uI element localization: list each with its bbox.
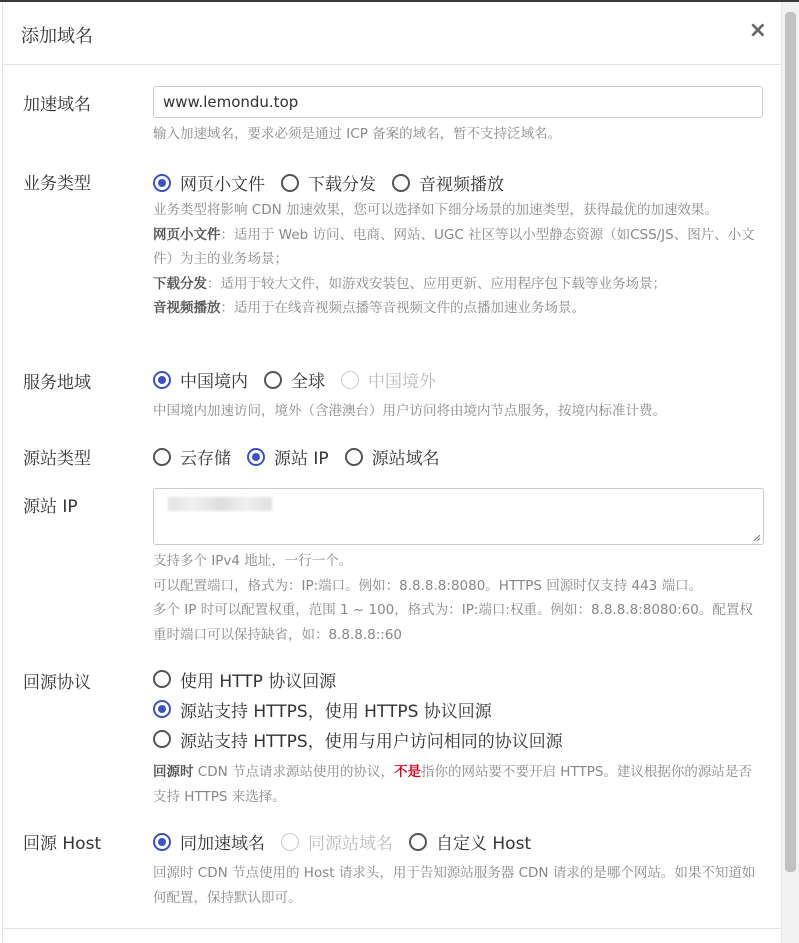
- footer-divider: [3, 928, 783, 929]
- radio-http-origin[interactable]: 使用 HTTP 协议回源: [153, 664, 563, 694]
- origin-ip-help: 支持多个 IPv4 地址，一行一个。 可以配置端口，格式为：IP:端口。例如：8.8.8.8:8080。HTTPS 回源时仅支持 443 端口。 多个 IP 时可以配置权重，范围 1 ~ 100，格式为：IP:端口:权重。例如：8.8.8.8:8080:60。配置权重时端口可以保持缺省，如：8.8.8.8::60: [153, 553, 753, 643]
- radio-checked-icon: [153, 174, 171, 192]
- radio-unchecked-icon: [392, 174, 410, 192]
- business-type-label: 业务类型: [23, 174, 91, 194]
- add-domain-dialog: [2, 2, 782, 943]
- business-type-help: 业务类型将影响 CDN 加速效果，您可以选择如下细分场景的加速类型，获得最优的加速效果。 网页小文件：适用于 Web 访问、电商、网站、UGC 社区等以小型静态资源（如CSS/JS、图片、小文件）为主的业务场景； 下载分发：适用于较大文件，如游戏安装包、应用更新、应用程序包下载等业务场景； 音视频播放：适用于在线音视频点播等音视频文件的点播加速业务场景。: [153, 202, 755, 316]
- radio-unchecked-icon: [281, 174, 299, 192]
- radio-custom-host[interactable]: 自定义 Host: [409, 829, 531, 854]
- radio-av-playback[interactable]: 音视频播放: [392, 170, 504, 195]
- origin-type-label: 源站类型: [23, 449, 91, 469]
- radio-global[interactable]: 全球: [264, 367, 325, 392]
- origin-ip-textarea[interactable]: [153, 488, 764, 545]
- origin-host-radios: [153, 829, 547, 854]
- radio-unchecked-icon: [153, 670, 171, 688]
- radio-follow-protocol[interactable]: 源站支持 HTTPS，使用与用户访问相同的协议回源: [153, 724, 563, 754]
- radio-cloud-storage[interactable]: 云存储: [153, 444, 231, 469]
- radio-outside-china: 中国境外: [341, 367, 436, 392]
- origin-type-radios: [153, 444, 456, 469]
- radio-https-origin[interactable]: 源站支持 HTTPS，使用 HTTPS 协议回源: [153, 694, 563, 724]
- region-label: 服务地域: [23, 373, 91, 393]
- radio-disabled-icon: [281, 833, 299, 851]
- origin-ip-label: 源站 IP: [23, 497, 78, 517]
- business-type-radios: [153, 170, 520, 195]
- radio-origin-ip[interactable]: 源站 IP: [247, 444, 329, 469]
- radio-web-small-files[interactable]: 网页小文件: [153, 170, 265, 195]
- radio-origin-domain[interactable]: 源站域名: [345, 444, 440, 469]
- radio-unchecked-icon: [345, 448, 363, 466]
- radio-checked-icon: [247, 448, 265, 466]
- origin-protocol-radios: [153, 664, 579, 754]
- radio-unchecked-icon: [153, 448, 171, 466]
- scrollbar-thumb[interactable]: [785, 12, 796, 872]
- radio-china-mainland[interactable]: 中国境内: [153, 367, 248, 392]
- origin-protocol-label: 回源协议: [23, 673, 91, 693]
- radio-download[interactable]: 下载分发: [281, 170, 376, 195]
- radio-unchecked-icon: [264, 371, 282, 389]
- origin-host-help: 回源时 CDN 节点使用的 Host 请求头，用于告知源站服务器 CDN 请求的是哪个网站。如果不知道如何配置，保持默认即可。: [153, 865, 756, 906]
- origin-host-label: 回源 Host: [23, 834, 102, 854]
- resize-handle-icon[interactable]: [751, 532, 761, 542]
- dialog-header: [3, 2, 783, 65]
- radio-checked-icon: [153, 833, 171, 851]
- domain-label: 加速域名: [23, 95, 91, 115]
- region-radios: [153, 367, 452, 392]
- radio-same-as-domain[interactable]: 同加速域名: [153, 829, 265, 854]
- domain-help: 输入加速域名，要求必须是通过 ICP 备案的域名，暂不支持泛域名。: [153, 126, 562, 142]
- redacted-ip-text: [168, 497, 272, 511]
- origin-protocol-help: 回源时 CDN 节点请求源站使用的协议，不是指你的网站要不要开启 HTTPS。建议根据你的源站是否支持 HTTPS 来选择。: [153, 764, 752, 805]
- radio-disabled-icon: [341, 371, 359, 389]
- scrollbar[interactable]: [782, 2, 799, 943]
- radio-checked-icon: [153, 700, 171, 718]
- radio-same-as-origin: 同源站域名: [281, 829, 393, 854]
- region-help: 中国境内加速访问，境外（含港澳台）用户访问将由境内节点服务，按境内标准计费。: [153, 403, 666, 419]
- close-icon[interactable]: ×: [748, 18, 767, 43]
- radio-checked-icon: [153, 371, 171, 389]
- dialog-title: 添加域名: [21, 26, 93, 47]
- domain-input[interactable]: [153, 86, 763, 118]
- radio-unchecked-icon: [409, 833, 427, 851]
- radio-unchecked-icon: [153, 730, 171, 748]
